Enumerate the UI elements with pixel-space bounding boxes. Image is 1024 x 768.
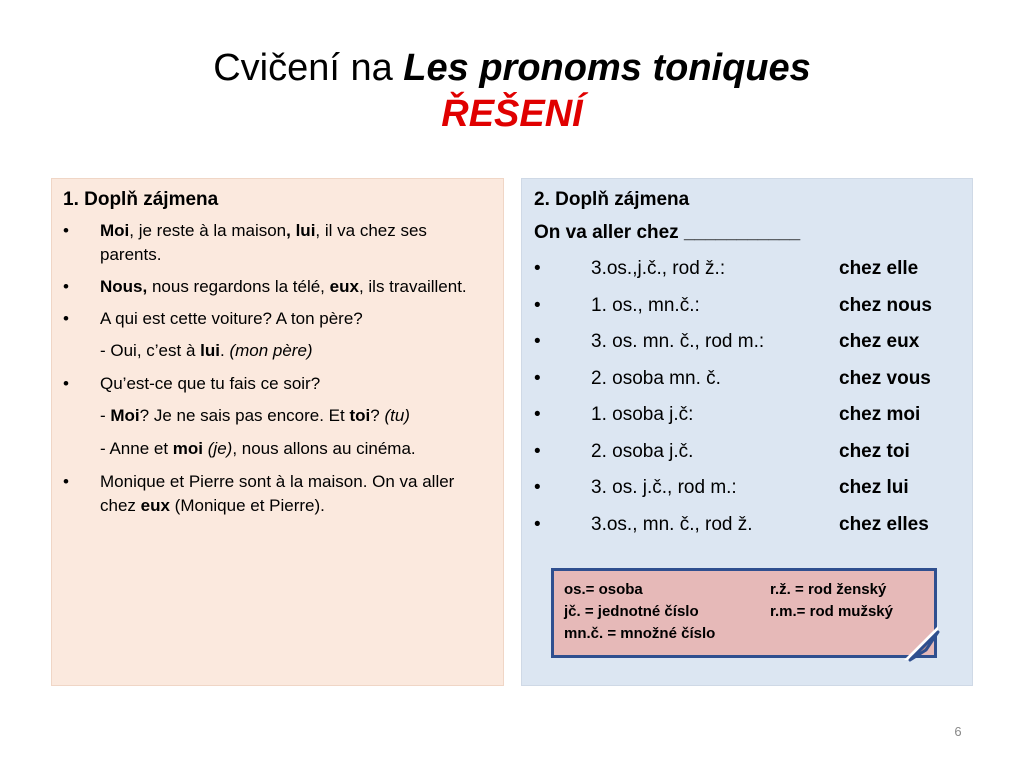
exercise-1-item-4-reply-a	[63, 404, 491, 428]
exercise-2-item	[534, 401, 960, 428]
person-description: 1. os., mn.č.:	[591, 294, 700, 316]
title-prefix: Cvičení na	[213, 47, 404, 89]
answer: chez lui	[839, 477, 909, 498]
answer: chez elles	[839, 513, 929, 535]
page-number: 6	[954, 724, 962, 739]
exercise-2-heading: 2. Doplň zájmena	[534, 189, 690, 210]
bullet: •	[63, 374, 69, 393]
note-row	[564, 623, 934, 645]
text: -	[100, 406, 111, 425]
text: , nous allons au cinéma.	[232, 439, 416, 458]
person-description: 2. osoba mn. č.	[591, 367, 721, 389]
bullet: •	[534, 440, 541, 462]
answer: toi	[349, 406, 371, 425]
person-description: 3. os. mn. č., rod m.:	[591, 331, 765, 352]
exercise-1-item-2	[63, 275, 491, 299]
exercise-2-prompt: On va aller chez ___________	[534, 222, 801, 243]
bullet: •	[534, 477, 541, 498]
exercise-2-item	[534, 365, 960, 392]
text: nous regardons la télé,	[147, 277, 330, 296]
title-solution: ŘEŠENÍ	[441, 93, 583, 135]
exercise-1-item-1	[63, 219, 491, 267]
exercise-1-item-5	[63, 470, 491, 518]
person-description: 2. osoba j.č.	[591, 440, 694, 462]
answer: eux	[140, 496, 170, 515]
text: Qu’est-ce que tu fais ce soir?	[100, 374, 321, 393]
hint: (tu)	[384, 406, 410, 425]
bullet: •	[534, 258, 541, 279]
person-description: 1. osoba j.č:	[591, 404, 694, 425]
bullet: •	[534, 513, 541, 535]
note-row	[564, 579, 934, 601]
text: , je reste à la maison	[129, 221, 287, 240]
answer: moi	[172, 439, 204, 458]
bullet: •	[63, 277, 69, 296]
bullet: •	[63, 472, 69, 491]
answer: lui	[200, 341, 220, 360]
exercise-1-item-4	[63, 372, 491, 396]
abbreviations-note	[551, 568, 937, 658]
text: A qui est cette voiture? A ton père?	[100, 309, 363, 328]
text: (Monique et Pierre).	[169, 496, 325, 515]
answer: chez toi	[839, 440, 910, 462]
title-topic: Les pronoms toniques	[403, 47, 811, 89]
text: ? Je ne sais pas encore. Et	[139, 406, 350, 425]
answer: chez moi	[839, 404, 921, 425]
answer: eux	[329, 277, 359, 296]
note-abbrev: jč. = jednotné číslo	[564, 603, 699, 620]
answer: chez vous	[839, 367, 931, 389]
exercise-2-item	[534, 328, 960, 355]
hint: (mon père)	[229, 341, 313, 360]
answer: , lui	[286, 221, 316, 240]
bullet: •	[534, 331, 541, 352]
text: - Oui, c’est à	[100, 341, 201, 360]
text: ?	[370, 406, 385, 425]
text: .	[219, 341, 230, 360]
answer: Moi	[110, 406, 140, 425]
text: , ils travaillent.	[358, 277, 467, 296]
answer: Nous,	[100, 277, 148, 296]
person-description: 3.os., mn. č., rod ž.	[591, 513, 753, 535]
note-abbrev: r.ž. = rod ženský	[770, 581, 887, 598]
exercise-1-item-4-reply-b	[63, 437, 491, 461]
note-abbrev: r.m.= rod mužský	[770, 603, 893, 620]
exercise-2-item	[534, 474, 960, 501]
answer: chez elle	[839, 258, 919, 279]
exercise-1-item-3-reply	[63, 339, 491, 363]
exercise-2-item	[534, 438, 960, 465]
answer: chez eux	[839, 331, 920, 352]
exercise-2-item	[534, 292, 960, 319]
exercise-2-item	[534, 511, 960, 538]
person-description: 3. os. j.č., rod m.:	[591, 477, 737, 498]
bullet: •	[534, 404, 541, 425]
bullet: •	[534, 367, 541, 389]
text: , il va chez ses parents.	[100, 221, 427, 264]
text: - Anne et	[100, 439, 173, 458]
person-description: 3.os.,j.č., rod ž.:	[591, 258, 726, 279]
answer: chez nous	[839, 294, 932, 316]
slide-title	[0, 45, 1024, 137]
page-curl-icon	[904, 626, 940, 662]
bullet: •	[63, 309, 69, 328]
title-line	[0, 45, 1024, 91]
text: Monique et Pierre sont à la maison. On va aller chez	[100, 472, 455, 515]
exercise-1-item-3	[63, 307, 491, 331]
exercise-1-panel	[51, 178, 504, 686]
exercise-2-item	[534, 255, 960, 282]
note-abbrev: mn.č. = množné číslo	[564, 625, 716, 642]
exercise-2-list	[534, 255, 960, 538]
note-row	[564, 601, 934, 623]
note-abbrev: os.= osoba	[564, 581, 643, 598]
hint: (je)	[207, 439, 233, 458]
bullet: •	[534, 294, 541, 316]
exercise-1-heading: 1. Doplň zájmena	[63, 189, 219, 210]
bullet: •	[63, 221, 69, 240]
answer: Moi	[100, 221, 130, 240]
